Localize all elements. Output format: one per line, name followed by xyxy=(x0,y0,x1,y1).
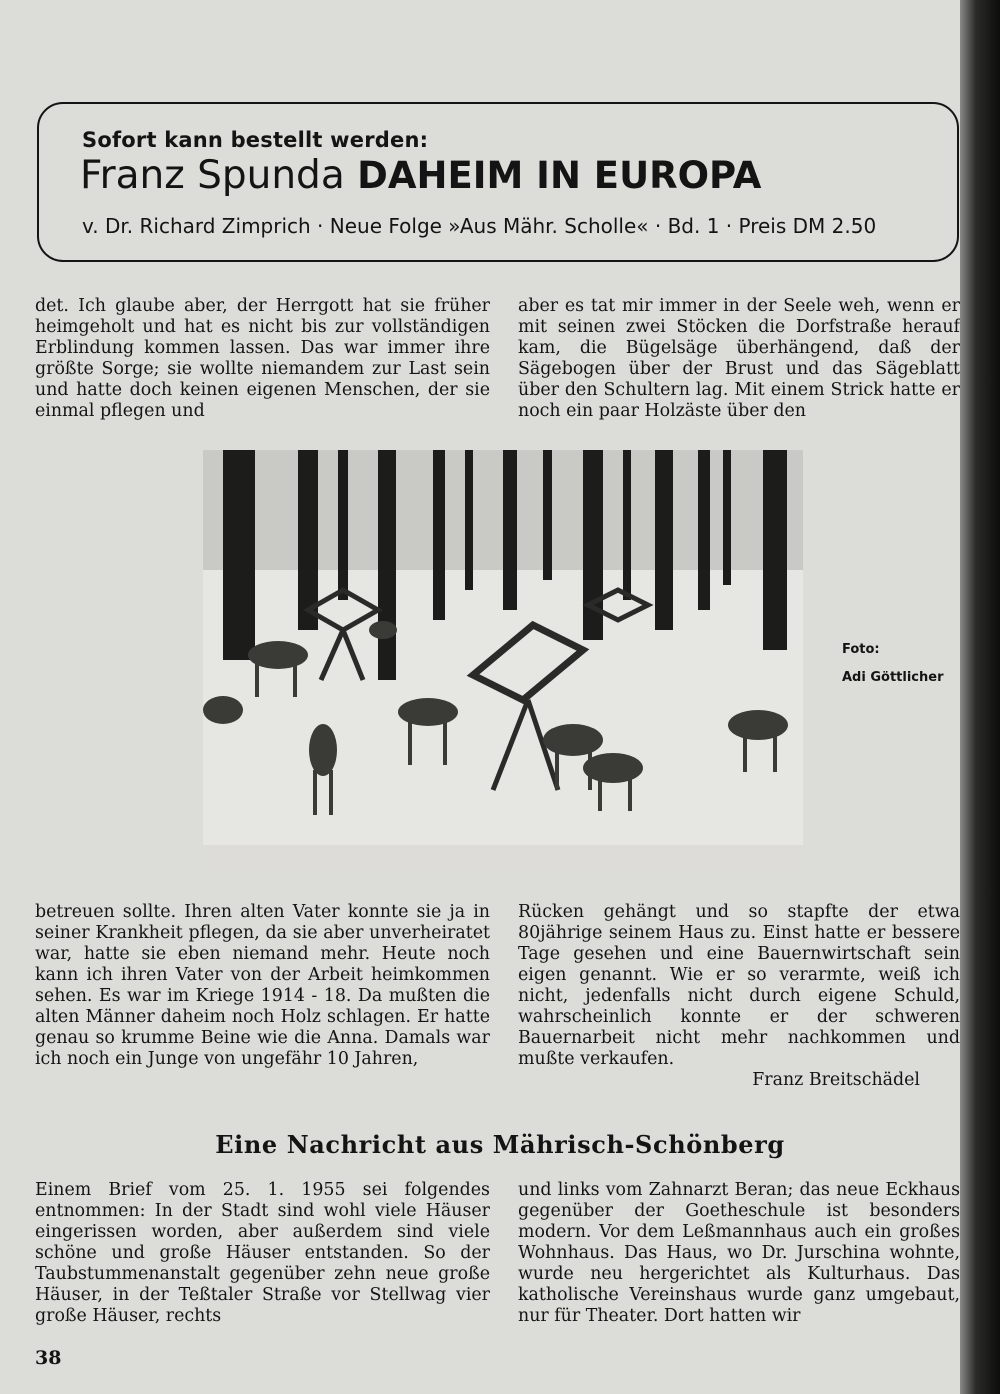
news-text-right xyxy=(518,1180,960,1327)
paragraph: aber es tat mir immer in der Seele weh, wenn er mit seinen zwei Stöcken die Dorfstraße herauf kam, die Bügelsäge überhängend, daß der Sägebogen über der Brust und das Sägeblatt über den Schultern lag. Mit einem Strick hatte er noch ein paar Holzäste über den xyxy=(518,296,960,421)
caption-label: Foto: xyxy=(842,642,880,657)
photo-caption xyxy=(842,636,943,692)
deer-winter-photo xyxy=(203,450,803,872)
ad-subline: v. Dr. Richard Zimprich · Neue Folge »Aus Mähr. Scholle« · Bd. 1 · Preis DM 2.50 xyxy=(82,214,877,238)
article-text-top-left xyxy=(35,296,490,422)
paragraph: Rücken gehängt und so stapfte der etwa 80jährige seinem Haus zu. Einst hatte er bessere Tage gesehen und eine Bauernwirtschaft sein eigen genannt. Wie er so verarmte, weiß ich nicht, jedenfalls nicht durch eigene Schuld, wahrscheinlich konnte er der schweren Bauernarbeit nicht mehr nachkommen und mußte verkaufen. xyxy=(518,902,960,1069)
ad-author: Franz Spunda xyxy=(80,153,345,198)
article-headline: Eine Nachricht aus Mährisch-Schönberg xyxy=(215,1130,785,1159)
ad-kicker: Sofort kann bestellt werden: xyxy=(82,128,429,152)
paragraph: det. Ich glaube aber, der Herrgott hat sie früher heimgeholt und hat es nicht bis zur vollständigen Erblindung kommen lassen. Das war immer ihre größte Sorge; sie wollte niemandem zur Last sein und hatte doch keinen eigenen Menschen, der sie einmal pflegen und xyxy=(35,296,490,421)
caption-photographer: Adi Göttlicher xyxy=(842,670,944,685)
binding-shadow xyxy=(960,0,1000,1394)
page-number: 38 xyxy=(35,1347,62,1369)
article-signature: Franz Breitschädel xyxy=(752,1070,920,1090)
news-text-left xyxy=(35,1180,490,1327)
article-text-bottom-right xyxy=(518,902,960,1070)
article-text-bottom-left xyxy=(35,902,490,1070)
paragraph: und links vom Zahnarzt Beran; das neue Eckhaus gegenüber der Goetheschule ist besonders modern. Vor dem Leßmannhaus auch ein großes Wohnhaus. Das Haus, wo Dr. Jurschina wohnte, wurde neu hergerichtet als Kulturhaus. Das katholische Vereinshaus wurde ganz umgebaut, nur für Theater. Dort hatten wir xyxy=(518,1180,960,1326)
photo-illustration xyxy=(203,450,803,872)
article-text-top-right xyxy=(518,296,960,422)
paragraph: betreuen sollte. Ihren alten Vater konnte sie ja in seiner Krankheit pflegen, da sie aber unverheiratet war, hatte sie eben niemand mehr. Heute noch kann ich ihren Vater von der Arbeit heimkommen sehen. Es war im Kriege 1914 - 18. Da mußten die alten Männer daheim noch Holz schlagen. Er hatte genau so krumme Beine wie die Anna. Damals war ich noch ein Junge von ungefähr 10 Jahren, xyxy=(35,902,490,1069)
ad-book-title: DAHEIM IN EUROPA xyxy=(357,154,762,197)
paragraph: Einem Brief vom 25. 1. 1955 sei folgendes entnommen: In der Stadt sind wohl viele Häuser eingerissen worden, aber außerdem sind viele schöne und große Häuser entstanden. So der Taubstummenanstalt gegenüber zehn neue große Häuser, in der Teßtaler Straße vor Stellwag vier große Häuser, rechts xyxy=(35,1180,490,1326)
ad-title xyxy=(80,153,761,198)
